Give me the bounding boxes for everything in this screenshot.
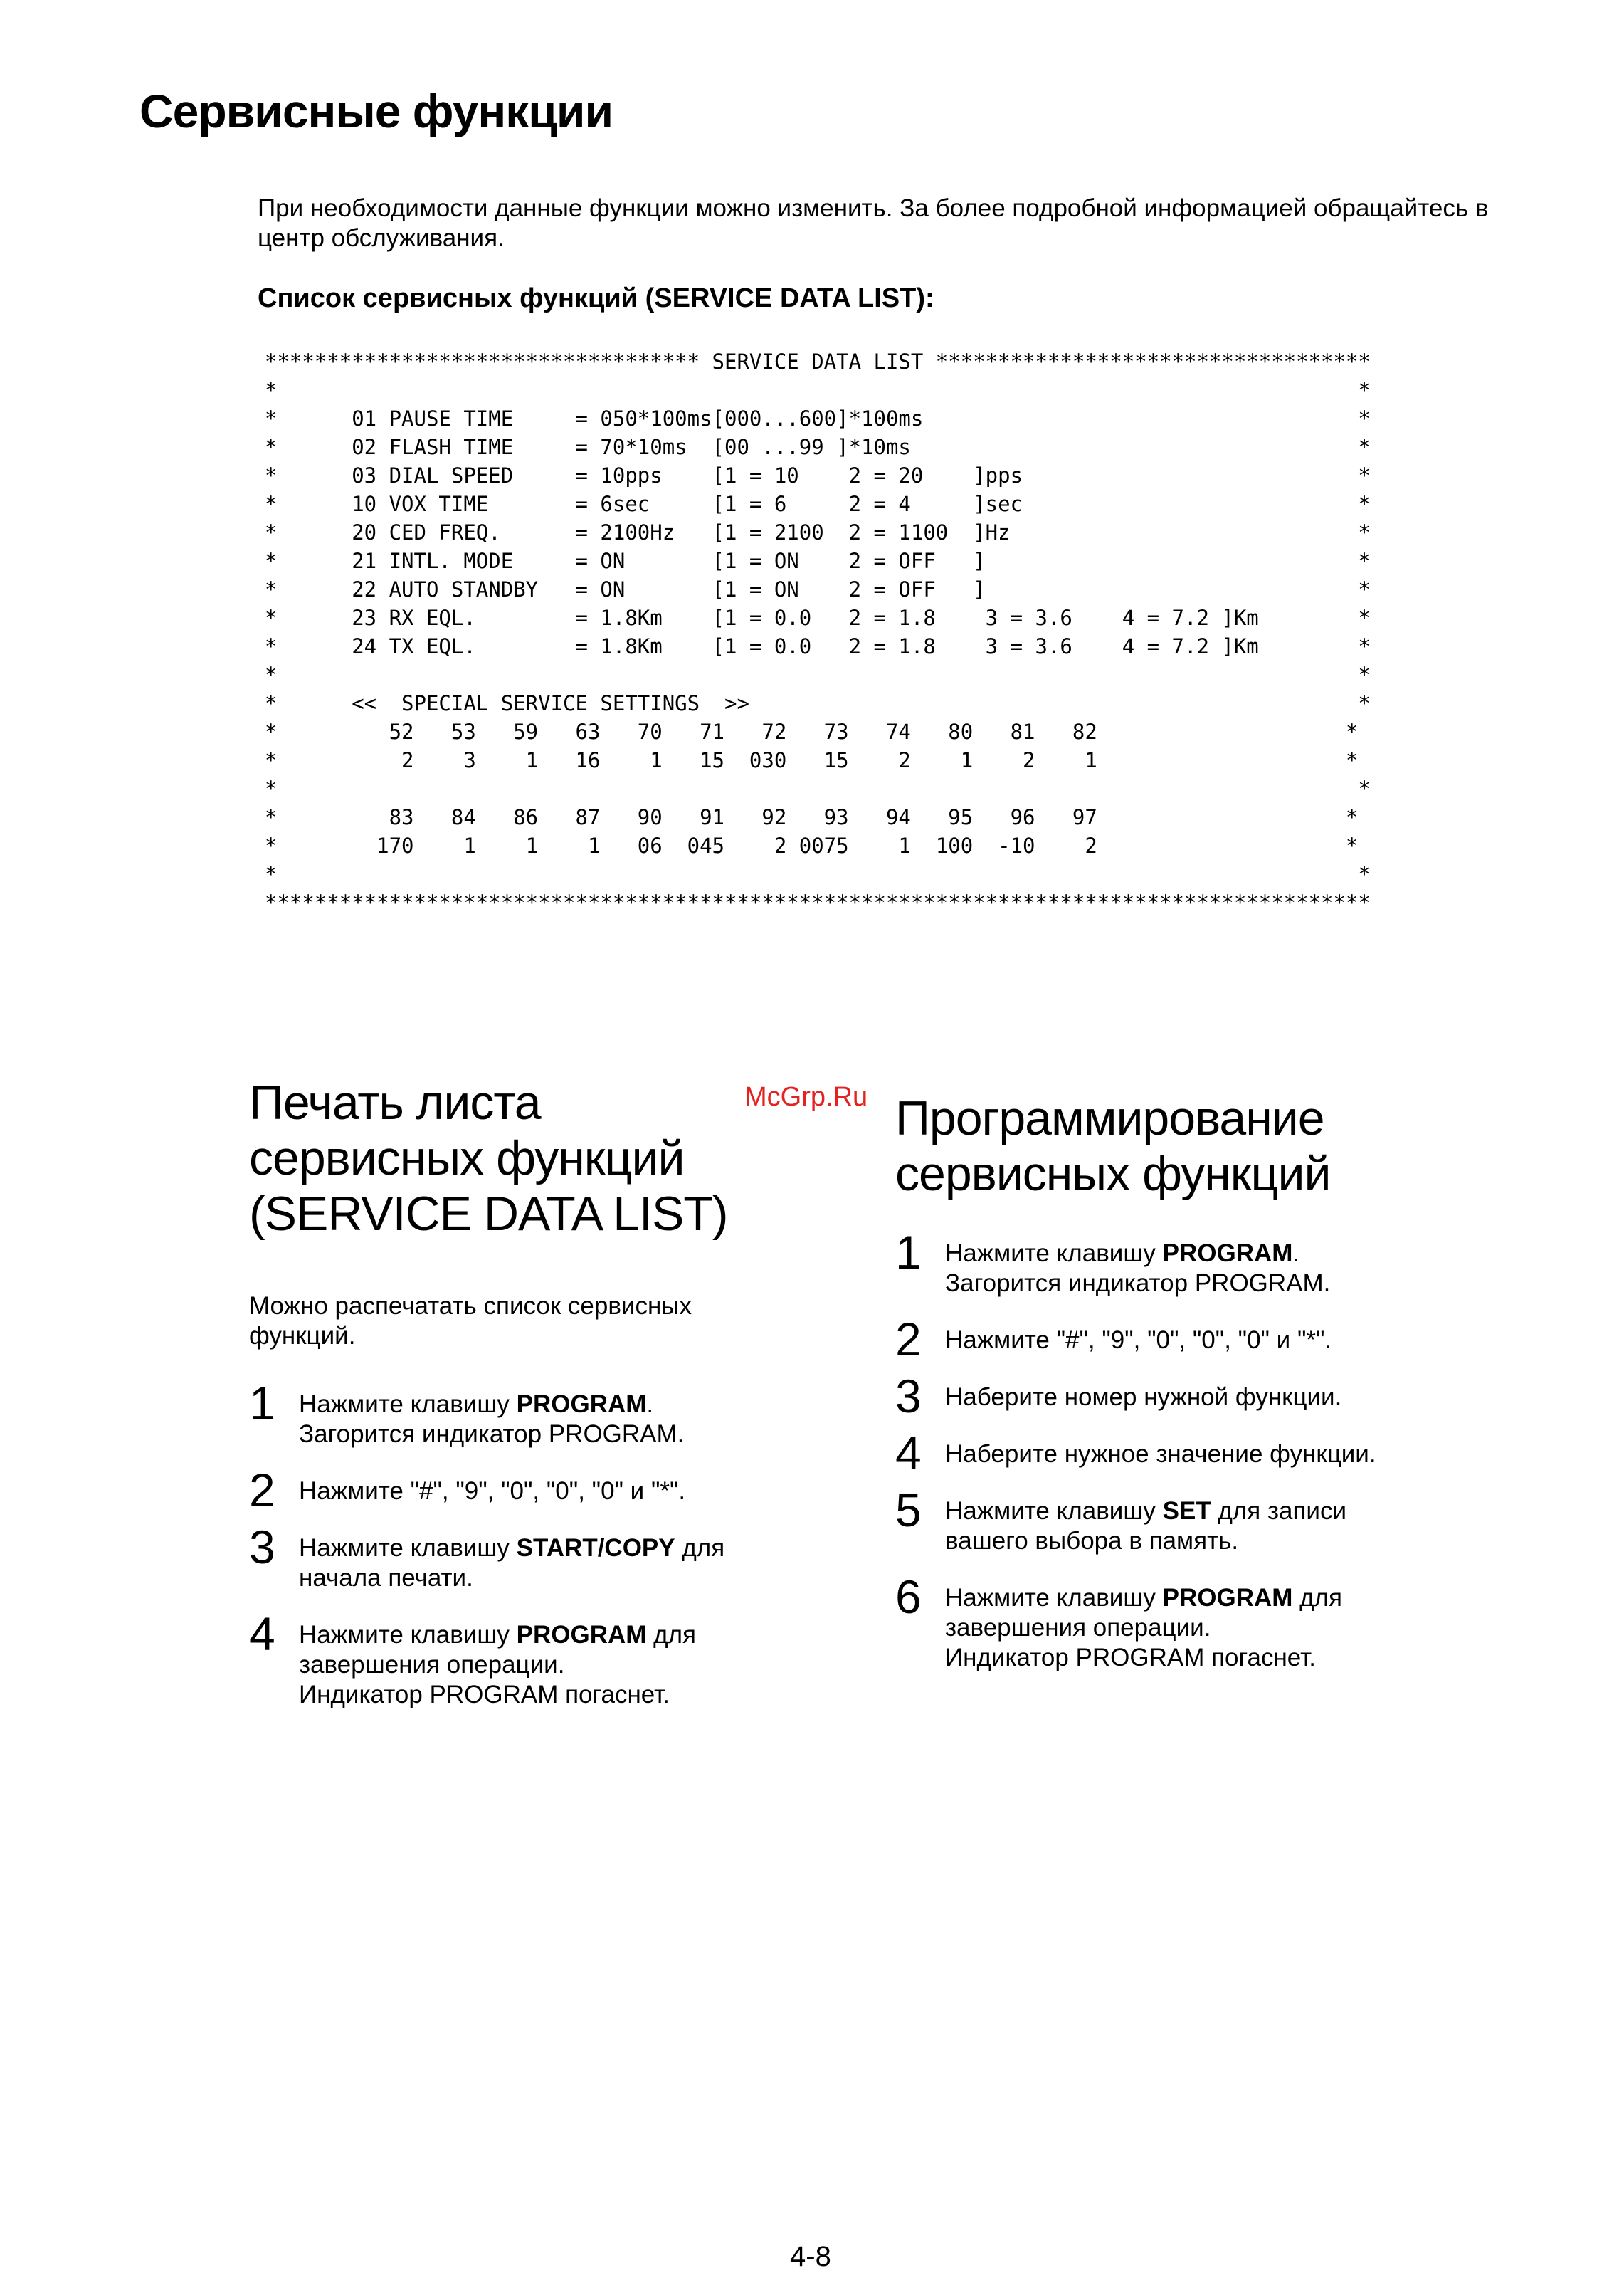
- printout-line: * 01 PAUSE TIME = 050*100ms[000...600]*100ms *: [265, 406, 1371, 431]
- printout-line: * 21 INTL. MODE = ON [1 = ON 2 = OFF ] *: [265, 549, 1371, 573]
- printout-line: * 10 VOX TIME = 6sec [1 = 6 2 = 4 ]sec *: [265, 492, 1371, 516]
- step-note: Загорится индикатор PROGRAM.: [945, 1269, 1331, 1297]
- printout-line: * *: [265, 378, 1371, 402]
- programming-section: [895, 1091, 1422, 1700]
- step-number: 2: [895, 1313, 922, 1365]
- page-number: 4-8: [790, 2241, 831, 2272]
- printout-line: * 24 TX EQL. = 1.8Km [1 = 0.0 2 = 1.8 3 = 3.6 4 = 7.2 ]Km *: [265, 634, 1371, 658]
- step-text-post: для завершения операции.: [299, 1621, 696, 1679]
- printout-line: * 22 AUTO STANDBY = ON [1 = ON 2 = OFF ] *: [265, 577, 1371, 602]
- step-text: [945, 1439, 1422, 1469]
- step-text-pre: Наберите номер нужной функции.: [945, 1383, 1342, 1411]
- service-data-printout: [265, 347, 1371, 917]
- step-number: 3: [249, 1521, 275, 1573]
- step-text: [945, 1496, 1422, 1556]
- printout-line: *****************************************************************************************: [265, 891, 1371, 915]
- step-key-name: PROGRAM: [516, 1621, 647, 1649]
- step-text-post: для завершения операции.: [945, 1584, 1342, 1642]
- step-text-pre: Нажмите "#", "9", "0", "0", "0" и "*".: [299, 1477, 686, 1505]
- step-text: [945, 1382, 1422, 1412]
- step-text-post: .: [646, 1390, 654, 1418]
- printout-line: * *: [265, 777, 1371, 801]
- step-text-post: для записи вашего выбора в память.: [945, 1497, 1347, 1555]
- step-number: 2: [249, 1464, 275, 1516]
- step-item: [249, 1607, 776, 1710]
- step-item: [895, 1570, 1422, 1673]
- intro-paragraph: При необходимости данные функции можно изменить. За более подробной информацией обращайтесь в центр обслуживания.: [258, 194, 1489, 252]
- print-list-section: [249, 1075, 776, 1737]
- step-item: [895, 1370, 1422, 1422]
- printout-line: * 20 CED FREQ. = 2100Hz [1 = 2100 2 = 1100 ]Hz *: [265, 520, 1371, 545]
- print-list-description: Можно распечатать список сервисных функций.: [249, 1292, 692, 1350]
- step-number: 1: [895, 1226, 922, 1279]
- step-item: [249, 1464, 776, 1516]
- page-title: Сервисные функции: [139, 85, 613, 137]
- step-number: 4: [895, 1427, 922, 1479]
- step-item: [895, 1226, 1422, 1298]
- step-text-pre: Нажмите клавишу: [945, 1239, 1163, 1267]
- printout-line: * *: [265, 663, 1371, 687]
- step-key-name: PROGRAM: [1162, 1584, 1293, 1612]
- service-list-heading: Список сервисных функций (SERVICE DATA LIST):: [258, 283, 934, 313]
- step-number: 5: [895, 1484, 922, 1536]
- step-text-pre: Нажмите клавишу: [299, 1621, 517, 1649]
- programming-title: Программирование сервисных функций: [895, 1091, 1331, 1201]
- print-list-title: Печать листа сервисных функций (SERVICE DATA LIST): [249, 1076, 728, 1241]
- step-item: [249, 1377, 776, 1449]
- step-text-post: для начала печати.: [299, 1534, 725, 1592]
- step-text: [945, 1239, 1422, 1269]
- step-number: 6: [895, 1570, 922, 1623]
- printout-line: * 03 DIAL SPEED = 10pps [1 = 10 2 = 20 ]pps *: [265, 463, 1371, 488]
- printout-line: *********************************** SERVICE DATA LIST ***********************************: [265, 350, 1371, 374]
- step-number: 1: [249, 1377, 275, 1429]
- printout-line: * 02 FLASH TIME = 70*10ms [00 ...99 ]*10ms *: [265, 435, 1371, 459]
- step-text-post: .: [1292, 1239, 1300, 1267]
- step-text: [945, 1583, 1422, 1643]
- printout-line: * *: [265, 862, 1371, 886]
- step-text: [945, 1326, 1422, 1355]
- printout-line: * 2 3 1 16 1 15 030 15 2 1 2 1 *: [265, 748, 1359, 772]
- step-text-pre: Нажмите клавишу: [945, 1584, 1163, 1612]
- step-number: 4: [249, 1607, 275, 1660]
- step-text: [299, 1533, 776, 1593]
- step-key-name: START/COPY: [516, 1534, 675, 1562]
- printout-line: * 83 84 86 87 90 91 92 93 94 95 96 97 *: [265, 805, 1359, 829]
- step-text-pre: Наберите нужное значение функции.: [945, 1440, 1376, 1468]
- step-text: [299, 1390, 776, 1419]
- step-item: [249, 1521, 776, 1593]
- step-item: [895, 1313, 1422, 1365]
- step-text-pre: Нажмите клавишу: [945, 1497, 1163, 1525]
- step-note: Индикатор PROGRAM погаснет.: [299, 1681, 670, 1708]
- print-list-steps: [249, 1377, 776, 1710]
- step-key-name: PROGRAM: [516, 1390, 647, 1418]
- step-number: 3: [895, 1370, 922, 1422]
- step-item: [895, 1427, 1422, 1479]
- step-text: [299, 1620, 776, 1680]
- printout-line: * 170 1 1 1 06 045 2 0075 1 100 -10 2 *: [265, 834, 1359, 858]
- step-key-name: PROGRAM: [1162, 1239, 1293, 1267]
- step-note: Загорится индикатор PROGRAM.: [299, 1420, 685, 1448]
- step-item: [895, 1484, 1422, 1556]
- step-key-name: SET: [1162, 1497, 1211, 1525]
- printout-line: * << SPECIAL SERVICE SETTINGS >> *: [265, 691, 1371, 715]
- step-text-pre: Нажмите клавишу: [299, 1534, 517, 1562]
- programming-steps: [895, 1226, 1422, 1673]
- step-note: Индикатор PROGRAM погаснет.: [945, 1644, 1316, 1671]
- printout-line: * 23 RX EQL. = 1.8Km [1 = 0.0 2 = 1.8 3 = 3.6 4 = 7.2 ]Km *: [265, 606, 1371, 630]
- step-text-pre: Нажмите "#", "9", "0", "0", "0" и "*".: [945, 1326, 1332, 1354]
- step-text: [299, 1476, 776, 1506]
- watermark: McGrp.Ru: [744, 1082, 868, 1112]
- step-text-pre: Нажмите клавишу: [299, 1390, 517, 1418]
- printout-line: * 52 53 59 63 70 71 72 73 74 80 81 82 *: [265, 720, 1359, 744]
